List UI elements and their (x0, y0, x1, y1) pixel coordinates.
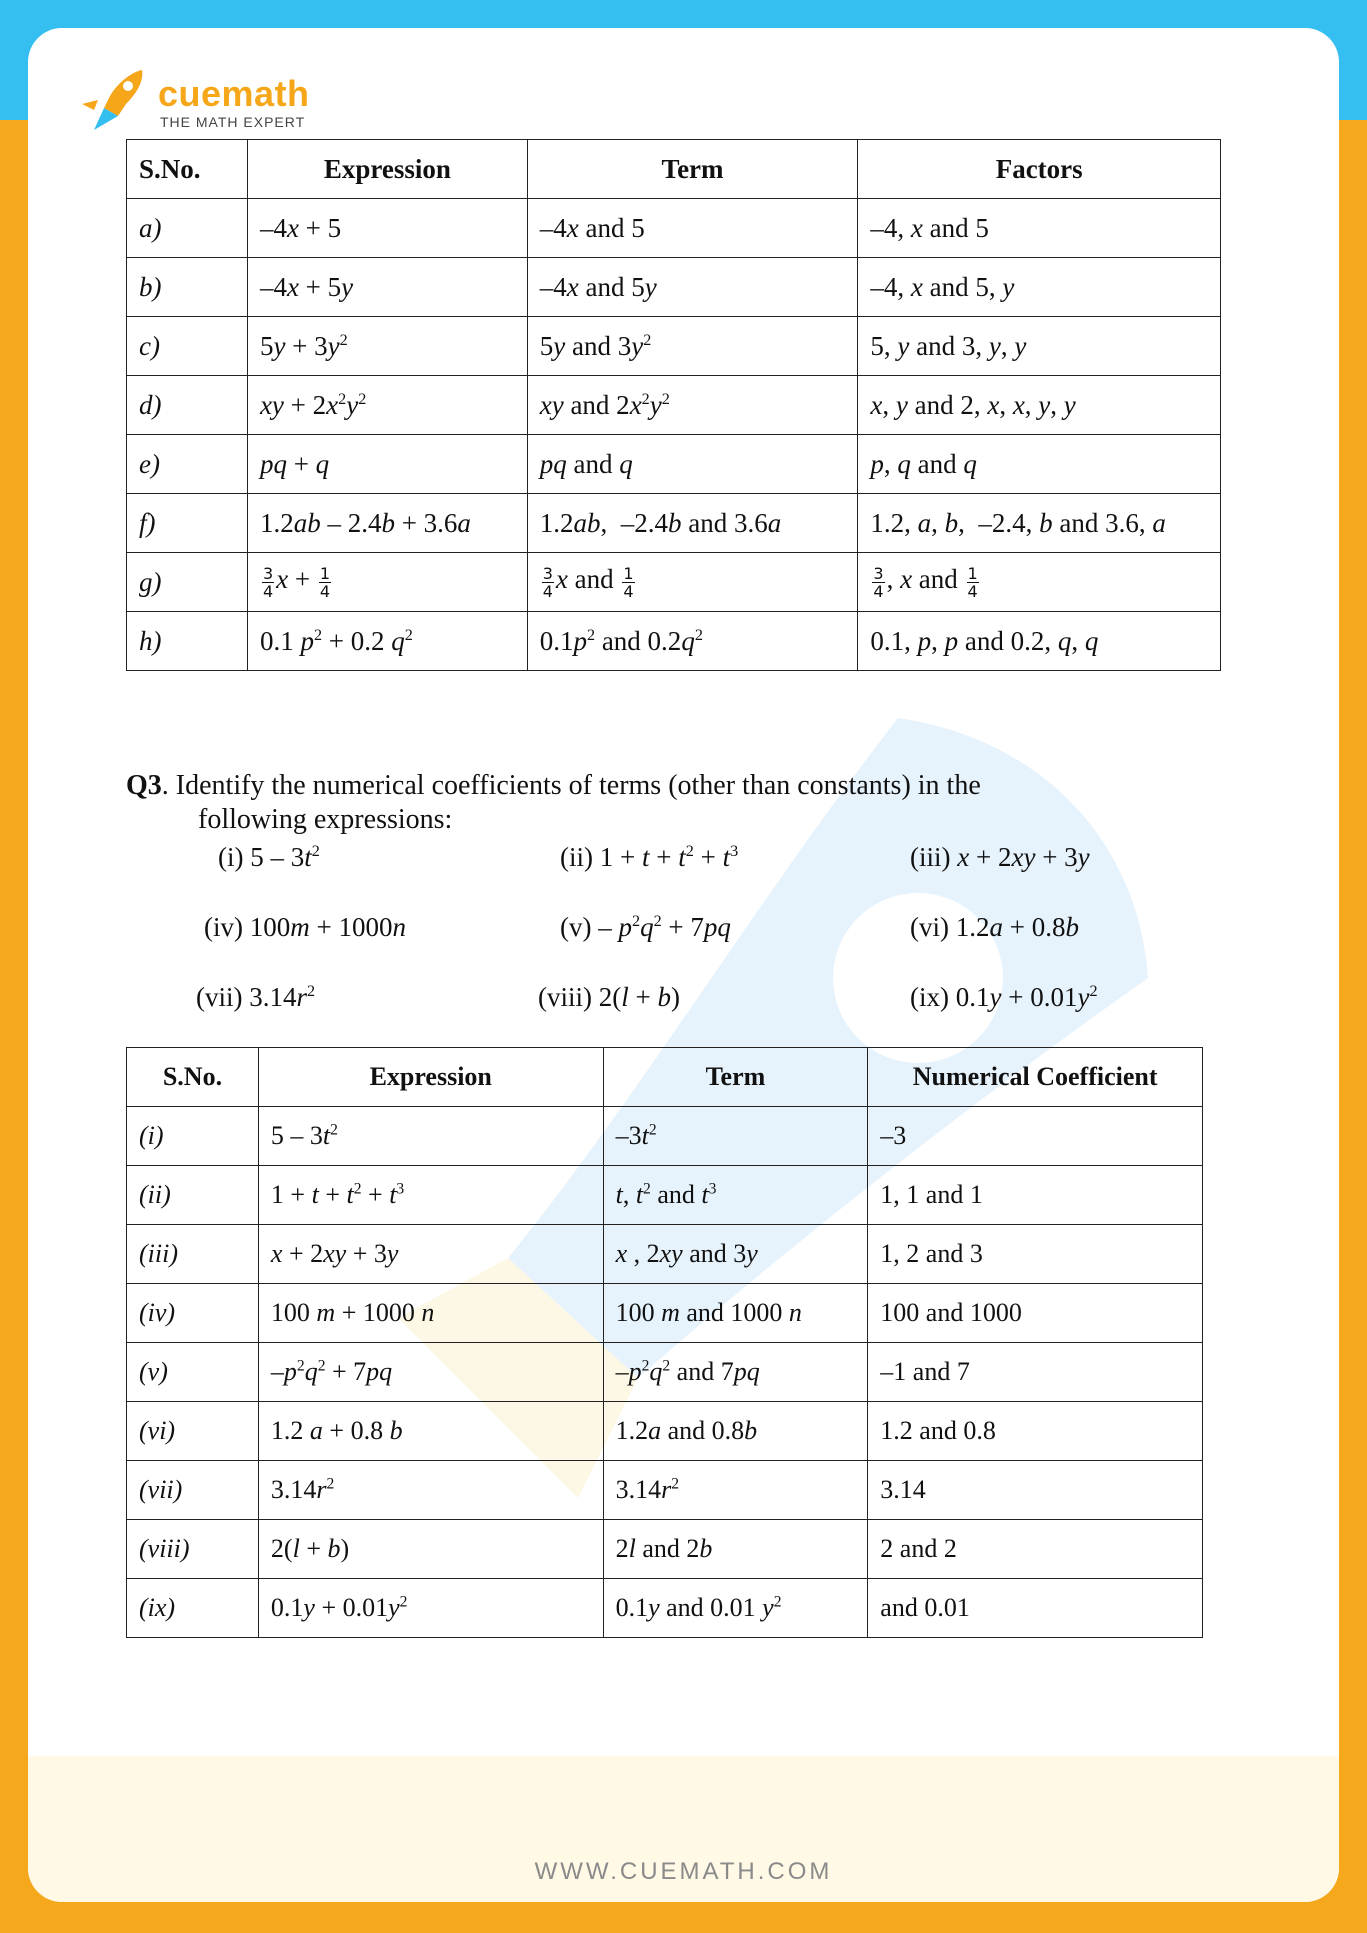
factors-cell: 5, y and 3, y, y (858, 317, 1221, 376)
coefficient-cell: and 0.01 (868, 1579, 1203, 1638)
table-header-row (127, 140, 1221, 199)
row-label: b) (127, 258, 248, 317)
term-cell: 1.2ab, –2.4b and 3.6a (527, 494, 858, 553)
term-cell: 1.2a and 0.8b (603, 1402, 868, 1461)
term-cell: t, $t^2$ and $t^3$ (603, 1166, 868, 1225)
table-row (127, 1225, 1203, 1284)
coefficient-cell: –1 and 7 (868, 1343, 1203, 1402)
term-cell: –4x and 5 (527, 199, 858, 258)
expression-item: (iii) x + 2xy + 3y (910, 842, 1090, 872)
coefficient-cell: 100 and 1000 (868, 1284, 1203, 1343)
term-cell: x , 2xy and 3y (603, 1225, 868, 1284)
term-cell: 5y and $3y^2$ (527, 317, 858, 376)
term-cell: –4x and 5y (527, 258, 858, 317)
table-row (127, 1579, 1203, 1638)
term-cell: $3.14r^2$ (603, 1461, 868, 1520)
coefficient-cell: –3 (868, 1107, 1203, 1166)
row-label: h) (127, 612, 248, 671)
term-cell: $\frac{3}{4}$ x and $\frac{1}{4}$ (527, 553, 858, 612)
factors-cell: p, q and q (858, 435, 1221, 494)
row-label: (iii) (127, 1225, 259, 1284)
coefficient-cell: 2 and 2 (868, 1520, 1203, 1579)
table-row (127, 1284, 1203, 1343)
expression-cell: 1.2ab – 2.4b + 3.6a (247, 494, 527, 553)
table-row (127, 1343, 1203, 1402)
row-label: (iv) (127, 1284, 259, 1343)
table-row (127, 1166, 1203, 1225)
header-numerical-coefficient: Numerical Coefficient (868, 1048, 1203, 1107)
table-row (127, 435, 1221, 494)
expression-cell: 1.2 a + 0.8 b (258, 1402, 603, 1461)
table-row (127, 494, 1221, 553)
factors-cell: –4, x and 5 (858, 199, 1221, 258)
question-3-text-continued: following expressions: (198, 804, 453, 835)
row-label: c) (127, 317, 248, 376)
page-card (28, 28, 1339, 1902)
row-label: (ix) (127, 1579, 259, 1638)
expression-cell: 100 m + 1000 n (258, 1284, 603, 1343)
table-row (127, 1461, 1203, 1520)
term-cell: 2l and 2b (603, 1520, 868, 1579)
expression-cell: $0.1y + 0.01y^2$ (258, 1579, 603, 1638)
row-label: (vii) (127, 1461, 259, 1520)
table-header-row (127, 1048, 1203, 1107)
expression-cell: $5y + 3y^2$ (247, 317, 527, 376)
table-row (127, 612, 1221, 671)
factors-cell: $\frac{3}{4}$ , x and $\frac{1}{4}$ (858, 553, 1221, 612)
table-row (127, 553, 1221, 612)
term-cell: 0.1y and 0.01 $y^2$ (603, 1579, 868, 1638)
expression-cell: $3.14r^2$ (258, 1461, 603, 1520)
row-label: e) (127, 435, 248, 494)
table-row (127, 317, 1221, 376)
website-link[interactable]: WWW.CUEMATH.COM (534, 1858, 833, 1885)
expression-item: (ix) $0.1y + 0.01y^2$ (910, 982, 1098, 1012)
term-cell: 100 m and 1000 n (603, 1284, 868, 1343)
question-number: Q3 (126, 770, 162, 801)
expression-cell: $1 + t + t^2 + t^3$ (258, 1166, 603, 1225)
expression-item: (ii) $1 + t + t^2 + t^3$ (560, 842, 739, 872)
term-cell: $0.1p^2$ and $0.2q^2$ (527, 612, 858, 671)
factors-cell: x, y and 2, x, x, y, y (858, 376, 1221, 435)
brand-name: cuemath (158, 73, 310, 114)
header-term: Term (527, 140, 858, 199)
coefficient-cell: 1, 1 and 1 (868, 1166, 1203, 1225)
row-label: (v) (127, 1343, 259, 1402)
table-row (127, 199, 1221, 258)
term-cell: pq and q (527, 435, 858, 494)
expression-cell: $-p^2q^2 + 7pq$ (258, 1343, 603, 1402)
expression-item: (vii) $3.14r^2$ (196, 982, 316, 1012)
table-row (127, 376, 1221, 435)
expression-cell: –4x + 5y (247, 258, 527, 317)
term-cell: xy and $2x^2y^2$ (527, 376, 858, 435)
row-label: (ii) (127, 1166, 259, 1225)
row-label: d) (127, 376, 248, 435)
coefficient-cell: 1, 2 and 3 (868, 1225, 1203, 1284)
coefficients-table (126, 1047, 1203, 1638)
expression-item: $(v) - p^2q^2 + 7pq$ (560, 912, 731, 942)
expression-cell: xy + $2x^2y^2$ (247, 376, 527, 435)
row-label: f) (127, 494, 248, 553)
table-row (127, 258, 1221, 317)
expression-cell: –4x + 5 (247, 199, 527, 258)
table-row (127, 1520, 1203, 1579)
row-label: g) (127, 553, 248, 612)
expression-cell: $\frac{3}{4}$ x + $\frac{1}{4}$ (247, 553, 527, 612)
term-cell: $-3t^2$ (603, 1107, 868, 1166)
row-label: (vi) (127, 1402, 259, 1461)
question-3-text (126, 768, 1226, 804)
term-cell: $-p^2q^2$ and 7pq (603, 1343, 868, 1402)
row-label: (viii) (127, 1520, 259, 1579)
coefficient-cell: 3.14 (868, 1461, 1203, 1520)
row-label: (i) (127, 1107, 259, 1166)
header-expression: Expression (258, 1048, 603, 1107)
expression-item: (iv) 100m + 1000n (204, 912, 406, 942)
expression-item: (viii) 2(l + b) (538, 982, 680, 1012)
expression-cell: $5 - 3t^2$ (258, 1107, 603, 1166)
factors-table (126, 139, 1221, 671)
header-term: Term (603, 1048, 868, 1107)
coefficient-cell: 1.2 and 0.8 (868, 1402, 1203, 1461)
factors-cell: 0.1, p, p and 0.2, q, q (858, 612, 1221, 671)
row-label: a) (127, 199, 248, 258)
factors-cell: 1.2, a, b, –2.4, b and 3.6, a (858, 494, 1221, 553)
header-factors: Factors (858, 140, 1221, 199)
table-row (127, 1402, 1203, 1461)
header-sno: S.No. (127, 1048, 259, 1107)
expression-cell: x + 2xy + 3y (258, 1225, 603, 1284)
brand-tagline: THE MATH EXPERT (160, 114, 306, 130)
expression-cell: 2(l + b) (258, 1520, 603, 1579)
expression-cell: pq + q (247, 435, 527, 494)
factors-cell: –4, x and 5, y (858, 258, 1221, 317)
header-expression: Expression (247, 140, 527, 199)
question-text: . Identify the numerical coefficients of terms (other than constants) in the (161, 770, 981, 801)
header-sno: S.No. (127, 140, 248, 199)
expression-cell: 0.1 $p^2 + 0.2$ $q^2$ (247, 612, 527, 671)
expression-item: (vi) 1.2a + 0.8b (910, 912, 1079, 942)
table-row (127, 1107, 1203, 1166)
expression-item: (i) $5 - 3t^2$ (218, 842, 320, 872)
